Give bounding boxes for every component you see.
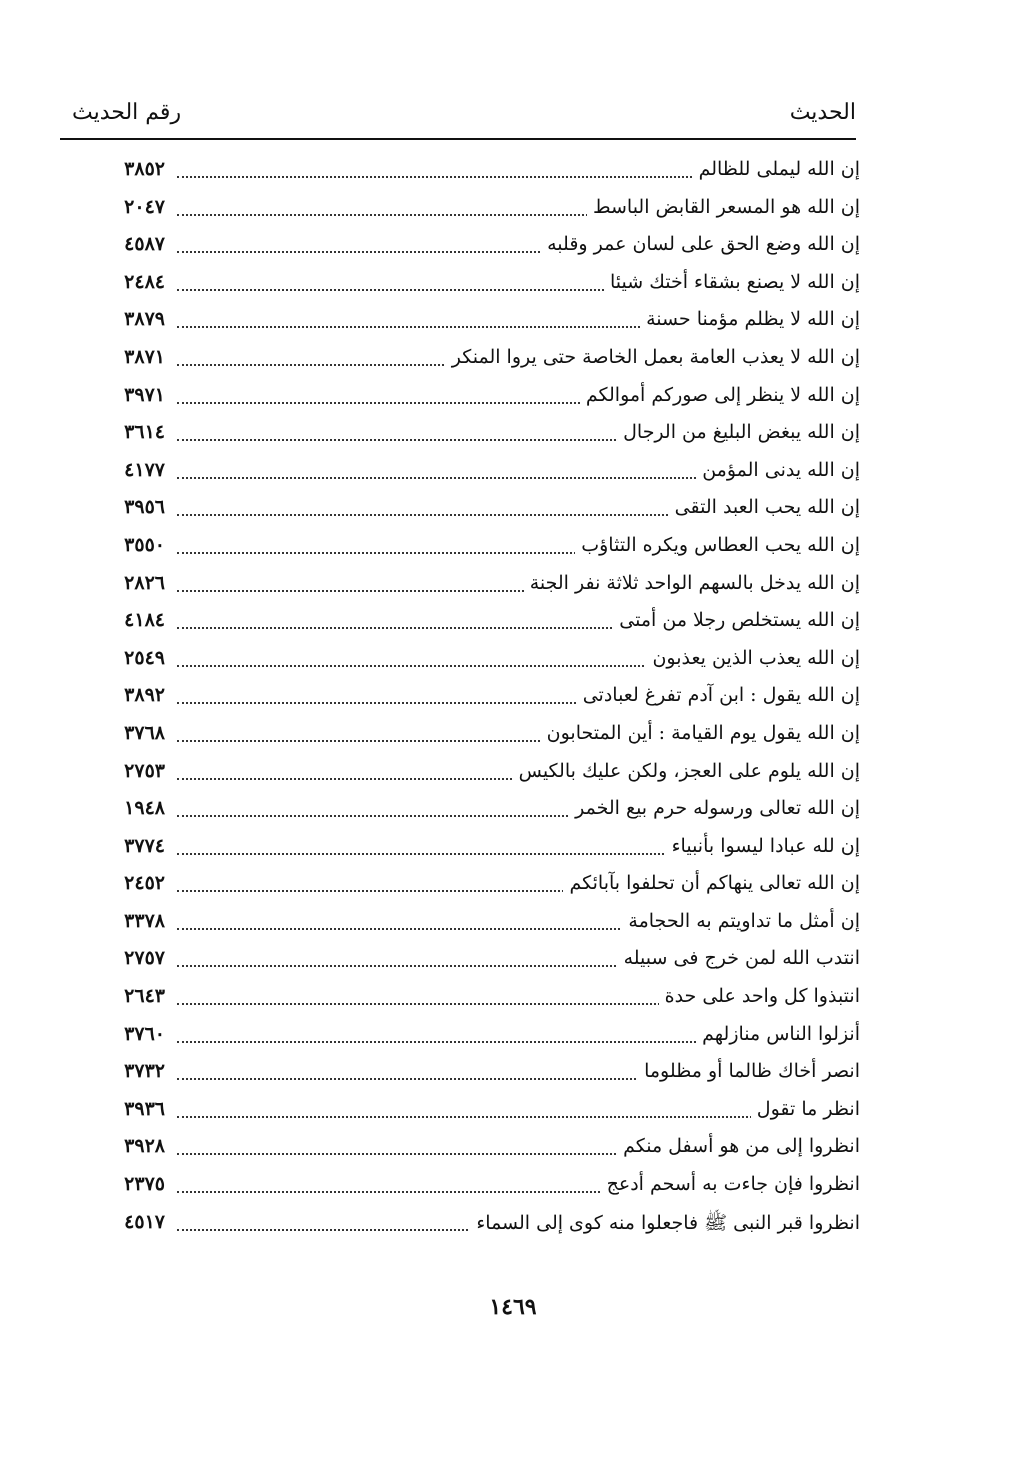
hadith-number: ٣٩٢٨ (124, 1135, 165, 1158)
index-entry (85, 152, 860, 190)
hadith-text: إن الله هو المسعر القابض الباسط (587, 196, 860, 218)
hadith-text: إن الله يحب العطاس ويكره التثاؤب (575, 534, 860, 556)
index-entry (85, 1092, 860, 1130)
index-entry (85, 979, 860, 1017)
hadith-text: إن الله يحب العبد التقى (669, 496, 860, 518)
hadith-number: ٢٦٤٣ (124, 985, 165, 1008)
hadith-number: ٣٨٧١ (124, 345, 165, 368)
hadith-number: ٣٨٩٢ (124, 684, 165, 707)
hadith-text: انظروا قبر النبى ﷺ فاجعلوا منه كوى إلى السماء (470, 1211, 860, 1239)
hadith-number: ٢٧٥٧ (124, 947, 165, 970)
index-entry (85, 415, 860, 453)
index-entry (85, 904, 860, 942)
hadith-number: ٣٧٦٠ (124, 1022, 165, 1045)
hadith-text: انتدب الله لمن خرج فى سبيله (618, 947, 860, 969)
hadith-text: إن أمثل ما تداويتم به الحجامة (622, 910, 860, 932)
hadith-text: إن الله ليملى للظالم (693, 158, 860, 180)
hadith-number: ١٩٤٨ (124, 797, 165, 820)
index-entry (85, 265, 860, 303)
index-entry (85, 1054, 860, 1092)
hadith-number: ٤٥٨٧ (124, 233, 165, 256)
hadith-number: ٢٥٤٩ (124, 646, 165, 669)
hadith-text: إن الله يقول يوم القيامة : أين المتحابون (541, 722, 860, 744)
index-entry (85, 453, 860, 491)
hadith-number: ٤١٧٧ (124, 458, 165, 481)
index-entry (85, 941, 860, 979)
column-header-hadith: الحديث (789, 100, 856, 125)
hadith-number: ٢٣٧٥ (124, 1173, 165, 1196)
index-entry (85, 1129, 860, 1167)
hadith-text: إن الله لا يصنع بشقاء أختك شيئا (604, 271, 860, 293)
hadith-text: أنزلوا الناس منازلهم (696, 1023, 860, 1045)
index-entry (85, 566, 860, 604)
hadith-text: إن الله يلوم على العجز، ولكن عليك بالكيس (513, 760, 860, 782)
index-entry (85, 1167, 860, 1205)
hadith-number: ٢٠٤٧ (124, 195, 165, 218)
index-entry (85, 528, 860, 566)
index-entry (85, 791, 860, 829)
hadith-number: ٣٩٣٦ (124, 1097, 165, 1120)
hadith-number: ٤١٨٤ (124, 609, 165, 632)
index-entry (85, 829, 860, 867)
hadith-text: إن الله لا يظلم مؤمنا حسنة (640, 308, 860, 330)
hadith-text: إن الله وضع الحق على لسان عمر وقلبه (541, 233, 860, 255)
page-number: ١٤٦٩ (489, 1294, 537, 1320)
header-rule (60, 138, 856, 140)
index-entry (85, 1017, 860, 1055)
hadith-number: ٣٨٧٩ (124, 308, 165, 331)
hadith-text: إن الله يدخل بالسهم الواحد ثلاثة نفر الجنة (524, 572, 860, 594)
hadith-text: انصر أخاك ظالما أو مظلوما (638, 1060, 860, 1082)
index-entry (85, 1205, 860, 1243)
hadith-index-list (85, 152, 860, 1242)
index-entry (85, 716, 860, 754)
index-entry (85, 302, 860, 340)
hadith-number: ٣٧٧٤ (124, 834, 165, 857)
index-entry (85, 754, 860, 792)
hadith-text: إن الله لا ينظر إلى صوركم أموالكم (580, 384, 860, 406)
hadith-number: ٢٨٢٦ (124, 571, 165, 594)
hadith-number: ٢٤٨٤ (124, 270, 165, 293)
index-entry (85, 490, 860, 528)
hadith-text: إن الله يعذب الذين يعذبون (646, 647, 860, 669)
hadith-number: ٣٩٧١ (124, 383, 165, 406)
index-entry (85, 190, 860, 228)
hadith-text: إن لله عبادا ليسوا بأنبياء (666, 835, 860, 857)
hadith-number: ٣٧٣٢ (124, 1060, 165, 1083)
hadith-text: إن الله يبغض البليغ من الرجال (617, 421, 860, 443)
index-entry (85, 641, 860, 679)
hadith-text: إن الله يقول : ابن آدم تفرغ لعبادتى (577, 684, 860, 706)
hadith-text: إن الله يدنى المؤمن (696, 459, 860, 481)
hadith-number: ٢٧٥٣ (124, 759, 165, 782)
hadith-number: ٣٧٦٨ (124, 721, 165, 744)
hadith-number: ٣٨٥٢ (124, 158, 165, 180)
index-entry (85, 227, 860, 265)
index-entry (85, 603, 860, 641)
index-entry (85, 378, 860, 416)
hadith-number: ٣٦١٤ (124, 421, 165, 444)
hadith-text: انظر ما تقول (751, 1098, 860, 1120)
index-entry (85, 678, 860, 716)
hadith-text: انظروا فإن جاءت به أسحم أدعج (601, 1173, 860, 1195)
hadith-text: انتبذوا كل واحد على حدة (659, 985, 860, 1007)
hadith-text: إن الله يستخلص رجلا من أمتى (613, 609, 860, 631)
hadith-text: إن الله لا يعذب العامة بعمل الخاصة حتى يروا المنكر (446, 346, 860, 368)
page-header (60, 100, 856, 138)
hadith-text: انظروا إلى من هو أسفل منكم (617, 1135, 860, 1157)
hadith-number: ٢٤٥٢ (124, 872, 165, 895)
column-header-hadith-number: رقم الحديث (72, 100, 182, 125)
index-entry (85, 866, 860, 904)
index-entry (85, 340, 860, 378)
hadith-number: ٣٣٧٨ (124, 909, 165, 932)
hadith-number: ٤٥١٧ (124, 1210, 165, 1233)
hadith-text: إن الله تعالى ينهاكم أن تحلفوا بآبائكم (563, 872, 860, 894)
hadith-number: ٣٩٥٦ (124, 496, 165, 519)
hadith-text: إن الله تعالى ورسوله حرم بيع الخمر (569, 797, 860, 819)
hadith-number: ٣٥٥٠ (124, 533, 165, 556)
